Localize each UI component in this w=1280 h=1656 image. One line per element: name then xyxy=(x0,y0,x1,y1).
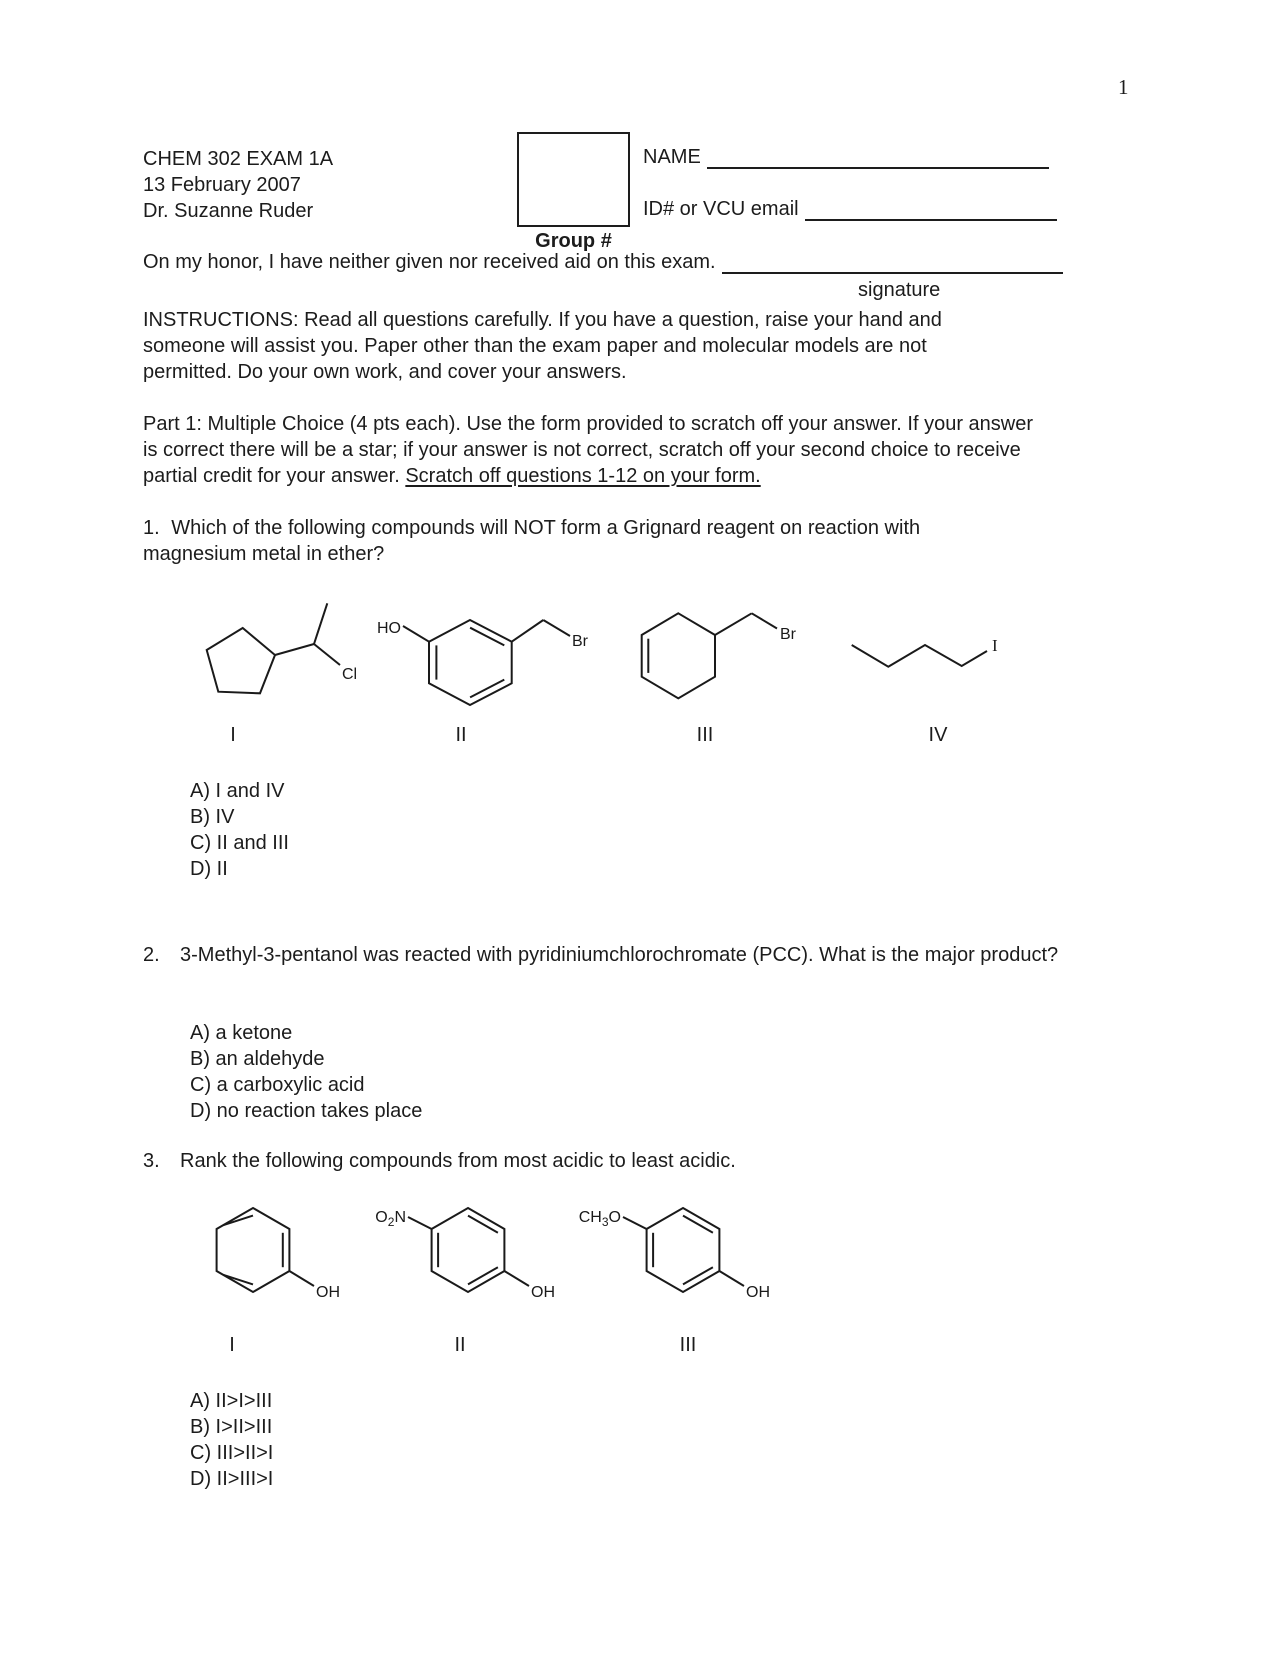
bromine-atom-label: Br xyxy=(572,633,588,650)
q3-structure-iii-methoxyphenol xyxy=(565,1195,780,1307)
benzene-ring xyxy=(647,1208,720,1292)
question-1-text: Which of the following compounds will NOT form a Grignard reagent on reaction with magnesium metal in ether? xyxy=(143,517,921,565)
q1-structure-iii-bromomethylcyclohexene xyxy=(630,600,815,710)
q1-choice-b: B) IV xyxy=(190,806,235,828)
q2-choice-a: A) a ketone xyxy=(190,1022,293,1044)
q1-numeral-ii: II xyxy=(455,724,467,746)
q1-structure-i-chloroethylcyclopentane xyxy=(195,595,375,700)
q1-numeral-iii: III xyxy=(696,724,714,746)
q3-structure-i-phenol xyxy=(205,1200,355,1305)
q1-choice-d: D) II xyxy=(190,858,228,880)
honor-statement: On my honor, I have neither given nor received aid on this exam. xyxy=(143,251,716,273)
methoxy-group-label: $CH_3O$ xyxy=(578,1209,621,1229)
q1-structure-ii-bromomethylphenol xyxy=(375,605,605,715)
instructor-name: Dr. Suzanne Ruder xyxy=(143,200,314,222)
question-2-text: 3-Methyl-3-pentanol was reacted with pyridiniumchlorochromate (PCC). What is the major product? xyxy=(180,944,1059,966)
q3-choices xyxy=(190,1388,273,1492)
q3-choice-d: D) II>III>I xyxy=(190,1468,274,1490)
id-label: ID# or VCU email xyxy=(643,198,799,220)
question-3 xyxy=(143,1148,1060,1174)
question-2-number: 2. xyxy=(143,944,160,966)
question-2 xyxy=(143,942,1060,968)
signature-label: signature xyxy=(858,279,941,301)
id-fill-line xyxy=(805,198,1057,221)
name-row xyxy=(643,146,1049,172)
q1-choice-c: C) II and III xyxy=(190,832,289,854)
name-label: NAME xyxy=(643,146,701,168)
nitro-group-label: $O_2N$ xyxy=(375,1209,406,1229)
q2-choice-b: B) an aldehyde xyxy=(190,1048,325,1070)
name-fill-line xyxy=(707,146,1049,169)
exam-header-block xyxy=(143,146,333,224)
q3-choice-a: A) II>I>III xyxy=(190,1390,273,1412)
hydroxyl-oh-label: OH xyxy=(746,1284,770,1301)
cyclohexene-ring xyxy=(642,613,715,698)
q1-numeral-iv: IV xyxy=(928,724,948,746)
q3-numeral-i: I xyxy=(229,1334,235,1356)
chlorine-atom-label: Cl xyxy=(342,666,358,683)
page-number: 1 xyxy=(1118,75,1129,99)
instructions-paragraph: INSTRUCTIONS: Read all questions carefully. If you have a question, raise your hand and someone will assist you. Paper other than the exam paper and molecular models are not permitted. Do your own work, and cover your answers. xyxy=(143,309,942,383)
honor-row xyxy=(143,251,1063,277)
part1-underlined-note: Scratch off questions 1-12 on your form. xyxy=(405,465,761,487)
benzene-ring xyxy=(429,620,512,705)
bromine-atom-label: Br xyxy=(780,626,796,643)
q1-choices xyxy=(190,778,289,882)
q2-choice-d: D) no reaction takes place xyxy=(190,1100,423,1122)
iodine-atom-label: I xyxy=(992,636,998,655)
butyl-chain xyxy=(852,645,987,667)
id-row xyxy=(643,198,1057,224)
cyclopentane-ring xyxy=(207,628,275,693)
group-number-label: Group # xyxy=(535,230,612,252)
q3-choice-b: B) I>II>III xyxy=(190,1416,273,1438)
hydroxyl-oh-label: OH xyxy=(316,1284,340,1301)
question-1-number: 1. xyxy=(143,517,160,539)
q3-numeral-iii: III xyxy=(679,1334,697,1356)
q2-choice-c: C) a carboxylic acid xyxy=(190,1074,365,1096)
exam-date: 13 February 2007 xyxy=(143,174,301,196)
group-number-box xyxy=(517,132,630,227)
part1-paragraph xyxy=(143,411,1043,489)
q1-structure-iv-iodobutane xyxy=(840,625,1015,680)
signature-fill-line xyxy=(722,251,1063,274)
q1-choice-a: A) I and IV xyxy=(190,780,285,802)
q2-choices xyxy=(190,1020,422,1124)
question-1 xyxy=(143,515,1013,567)
q3-structure-ii-nitrophenol xyxy=(350,1195,565,1307)
benzene-ring xyxy=(217,1208,290,1292)
question-3-text: Rank the following compounds from most acidic to least acidic. xyxy=(180,1150,736,1172)
q3-numeral-ii: II xyxy=(454,1334,466,1356)
hydroxyl-oh-label: OH xyxy=(531,1284,555,1301)
q1-numeral-i: I xyxy=(230,724,236,746)
part1-intro: Part 1: Multiple Choice (4 pts each). Use the form provided to scratch off your answer. If your answer is correct there will be a star; if your answer is not correct, scratch off your second choice to receive partial credit for your answer. xyxy=(143,413,1034,487)
question-3-number: 3. xyxy=(143,1150,160,1172)
benzene-ring xyxy=(432,1208,505,1292)
exam-course-title: CHEM 302 EXAM 1A xyxy=(143,148,334,170)
hydroxyl-ho-label: HO xyxy=(377,620,401,637)
q3-choice-c: C) III>II>I xyxy=(190,1442,274,1464)
